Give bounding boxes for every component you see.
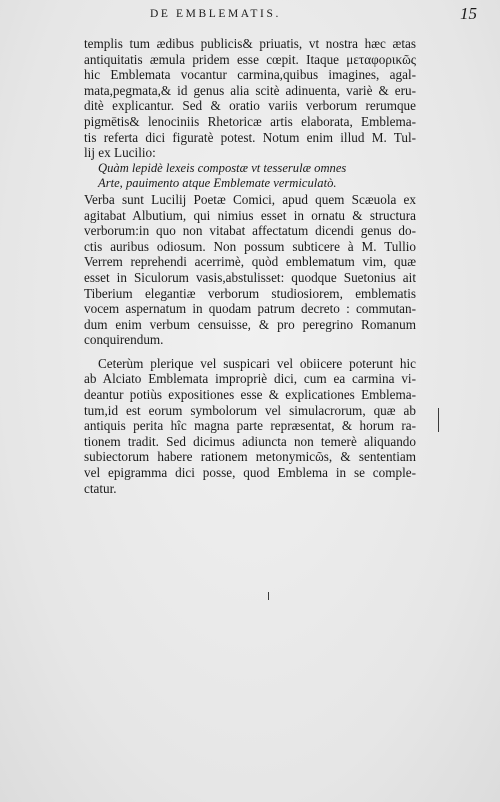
text-line: tionem tradit. Sed dicimus adiuncta non temerè aliquando: [84, 433, 416, 449]
text-line: antiquis perita hîc magna parte repræsentat, & horum ra-: [84, 418, 416, 434]
text-line: templis tum ædibus publicis& priuatis, vt nostra hæc ætas: [84, 36, 416, 51]
text-line: Tiberium elegantiæ verborum studiosiorem, emblematis: [84, 285, 416, 301]
text-line: vocem aspernatum in quodam patrum decreto : commutan-: [84, 301, 416, 317]
text-line: hic Emblemata vocantur carmina,quibus imagines, agal-: [84, 67, 416, 83]
text-line: Arte, pauimento atque Emblemate vermiculatò.: [98, 176, 337, 191]
paragraph: [84, 356, 416, 496]
quotation-block: [84, 161, 416, 192]
paragraph: [84, 36, 416, 161]
text-line: verborum:in quo non vitabat affectatum dicendi genus do-: [84, 223, 416, 239]
text-line: agitabat Albutium, qui nimius esset in ornatu & structura: [84, 207, 416, 223]
text-line: pigmētis& lenociniis Rhetoricæ artis elaborata, Emblema-: [84, 113, 416, 129]
page-header: [0, 4, 500, 28]
text-line: dum enim verbum censuisse, & pro peregrino Romanum: [84, 316, 416, 332]
paragraph-gap: [84, 348, 416, 356]
text-line: mata,pegmata,& id genus alia scitè adinuenta, variè & eru-: [84, 82, 416, 98]
text-line: tum,id est eorum symbolorum vel simulacrorum, quæ ab: [84, 402, 416, 418]
text-line: ab Alciato Emblemata impropriè dici, cum ea carmina vi-: [84, 371, 416, 387]
ink-speck: [268, 592, 269, 600]
page-text: [84, 36, 416, 496]
text-line: ditè explicantur. Sed & oratio variis verborum rerumque: [84, 98, 416, 114]
text-line: vel epigramma dici posse, quod Emblema in se comple-: [84, 465, 416, 481]
text-line: lij ex Lucilio:: [84, 145, 156, 161]
text-line: esset in Siculorum vasis,abstulisset: quodque Suetonius ait: [84, 269, 416, 285]
text-line: deantur potiùs expositiones esse & explicationes Emblema-: [84, 387, 416, 403]
text-line: Quàm lepidè lexeis compostæ vt tesserulæ omnes: [98, 160, 347, 175]
margin-mark: [438, 408, 439, 432]
text-line: ctatur.: [84, 480, 117, 496]
text-line: subiectorum habere rationem metonymicῶs, & sententiam: [84, 449, 416, 465]
text-line: conquirendum.: [84, 332, 164, 348]
page-number: 15: [460, 4, 477, 23]
text-line: ctis auribus odiosum. Non possum subticere à M. Tullio: [84, 238, 416, 254]
paragraph: [84, 192, 416, 348]
text-line: Ceterùm plerique vel suspicari vel obiicere poterunt hic: [98, 355, 416, 371]
text-line: Verrem reprehendi acerrimè, quòd emblematum vim, quæ: [84, 254, 416, 270]
text-line: tis referta dici figuratè potest. Notum enim illud M. Tul-: [84, 129, 416, 145]
text-line: Verba sunt Lucilij Poetæ Comici, apud quem Scæuola ex: [84, 191, 416, 207]
running-head: DE EMBLEMATIS.: [150, 8, 281, 20]
text-line: antiquitatis æmula pridem esse cœpit. Itaque μεταφορικῶς: [84, 51, 416, 67]
